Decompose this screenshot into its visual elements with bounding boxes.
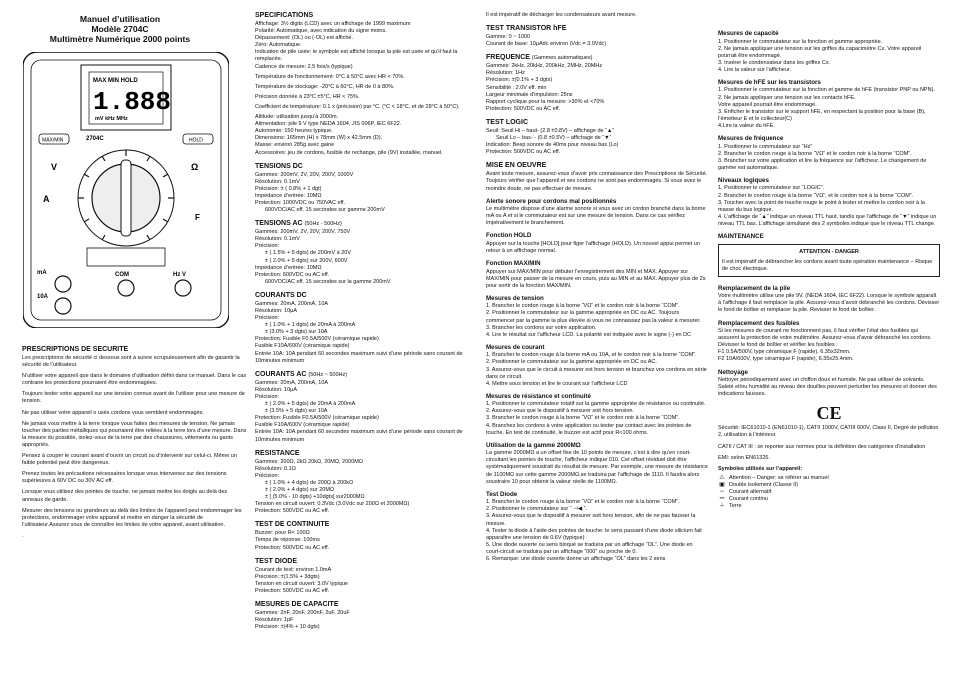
lcd-label: MAX MIN HOLD [93,78,138,84]
safety-paragraph: N’utiliser votre appareil que dans le domaine d’utilisation défini dans ce manuel. Dans le cas contraire les protections pourraient être endommagées. [22,373,247,387]
safety-standard: Sécurité: IEC61010-1 (EN61010-1), CATII 1000V, CATIII 600V, Class II, Degré de pollution 2, utilisation à l’intérieur. [718,425,939,439]
resistance-heading: RESISTANCE [255,449,300,457]
safety-column [22,340,247,544]
symbol-row: ▣ Double isolement (Classe II) [719,481,799,488]
terminal-v [175,280,191,296]
svg-text:MAX/MIN: MAX/MIN [42,137,64,144]
battery-heading: Remplacement de la pile [718,284,791,292]
ground-icon: ⏚ [718,503,725,510]
dc-current-heading: COURANTS DC [255,291,307,299]
alarm-heading: Alerte sonore pour cordons mal positionnés [486,197,617,205]
safety-paragraph: Ne jamais vous mettre à la terre lorsque vous faites des mesures de tension. Ne jamais toucher des parties métalliques qui pourraient être reliées à la terre lors d’une mesure. Dans la mesure du possible, isolez-vous de la terre par des chaussures, vêtements ou gants appropriés. [22,420,247,448]
specifications-column: SPECIFICATIONS Affichage: 3½ digits (LCD) avec un affichage de 1999 maximum Polarité: Automatique, avec indication du signe moins. Dépassement: (OL) ou (-OL) est affiché. Zéro: Automatique. Indication de pile usée: le symbole est affiché lorsque la pile est usée et qu’il faut la remplacée. Cadence de mesure: 2.5 fois/s (typique) Température de fonctionnement: 0°C à 50°C avec HR < 70%. Température de stockage: -20°C à 60°C, HR de 0 à 80%. Précision donnée à 23°C ±5°C, HR < 75%. Coefficient de température: 0.1 x (précision) par °C. (°C < 18°C, et de 28°C à 50°C). Altitude: utilisation jusqu’à 2000m. Alimentation: pile 9 V type NEDA 1604, JIS 006P, IEC 6F22. Autonomie: 150 heures typique. Dimensions: 165mm (H) x 78mm (W) x 42.5mm (D). Masse: environ 285g avec gaine Accessoires: jeu de cordons, fusible de rechange, pile (9V) installée, manuel. TENSIONS DC Gammes: 200mV, 2V, 20V, 200V, 1000V Résolution: 0.1mV Précision: ± ( 0.8% + 1 dgt) Impédance d’entrée: 10MΩ Protection: 1000VDC ou 750VAC eff. 600VDC/AC eff. 15 secondes sur gamme 200mV TENSIONS AC (50Hz - 500Hz) Gammes: 200mV, 2V, 20V, 200V, 750V Résolution: 0.1mV Précision: ± ( 1.5% + 5 dgts) de 200mV à 20V ± ( 2.0% + 5 dgts) sur 200V, 600V Impédance d’entrée: 10MΩ Protection: 600VDC ou AC eff. 600VDC/AC eff. 15 secondes sur la gamme 200mV COURANTS DC Gammes: 20mA, 200mA, 10A Résolution: 10µA Précision: ± ( 1.0% + 1 dgts) de 20mA à 200mA ± (3.0% + 3 dgts) sur 10A Protection: Fusible F0.5A/500V (céramique rapide) Fusible F10A/600V (céramique rapide) Entrée 10A: 10A pendant 60 secondes maximum suivi d’une période sans courant de 10minutes minimum COURANTS AC (50Hz ~ 500Hz) Gammes: 20mA, 200mA, 10A Résolution: 10µA Précision: ± ( 2.0% + 5 dgts) de 20mA à 200mA ± (3.5% + 5 dgts) sur 10A Protection: Fusible F0.5A/500V (céramique rapide) Fusible F10A/600V (céramique rapide) Entrée 10A: 10A pendant 60 secondes maximum suivi d’une période sans courant de 10minutes minimum RESISTANCE Gammes: 200Ω, 2kΩ 20kΩ, 20MΩ, 2000MΩ Résolution: 0.1Ω Précision: ± ( 1.0% + 4 dgts) de 200Ω à 200kΩ ± ( 2.0% + 4 dgts) sur 20MΩ ± [ (5.0% - 10 dgts) +10dgts] sur2000MΩ Tension en circuit ouvert: 0.3Vdc (3.0Vdc sur 200Ω et 2000MΩ) Protection: 500VDC ou AC eff. TEST DE CONTINUITE Buzzer: pour R< 100Ω Temps de réponse: 100ms Protection: 500VDC ou AC eff. TEST DIODE Courant de test: environ 1.0mA Précision: ±(1.5% + 3dgts) Tension en circuit ouvert: 3.0V typique Protection: 500VDC ou AC eff. MESURES DE CAPACITE Gammes: 2nF, 20nF, 200nF, 2uF, 20uF Résolution: 1pF Précision: ±(4% + 10 dgts) [255,12,480,631]
svg-text:COM: COM [115,272,129,278]
ac-voltage-heading: TENSIONS AC (50Hz - 500Hz) [255,220,342,228]
dc-voltage-heading: TENSIONS DC [255,162,303,170]
dial-ohm-label: Ω [191,162,199,172]
ac-icon: ∼ [719,489,725,496]
cleaning-heading: Nettoyage [718,368,748,376]
symbols-heading: Symboles utilisés sur l’appareil: [718,465,803,472]
frequency-measure-heading: Mesures de fréquence [718,135,784,143]
capacitance-spec-heading: MESURES DE CAPACITE [255,601,339,608]
emi-note: EMI: selon EN61326. [718,454,770,461]
lcd-digits: 1.888 [93,87,172,117]
model-label: 2704C [86,136,104,142]
symbol-row: ⎓ Courant continu [719,496,768,503]
hold-heading: Fonction HOLD [486,232,532,240]
terminal-ma [55,276,71,292]
svg-text:10A: 10A [37,294,49,300]
multimeter-illustration [23,52,229,328]
safety-paragraph: Les prescriptions de sécurité ci dessous sont à suivre scrupuleusement afin de garantir la sécurité de l’utilisateur. [22,355,240,369]
document-title: Manuel d’utilisation Modèle 2704C Multimètre Numérique 2000 points [49,14,191,44]
discharge-note: Il est impératif de décharger les condensateurs avant mesure. [486,12,637,18]
specs-heading: SPECIFICATIONS [255,12,314,19]
logic-levels-heading: Niveaux logiques [718,176,769,184]
svg-text:Hz V: Hz V [173,272,187,278]
double-insulation-icon: ▣ [719,481,725,488]
ac-current-heading: COURANTS AC (50Hz ~ 500Hz) [255,370,348,378]
maintenance-heading: MAINTENANCE [718,232,764,240]
safety-paragraph: Pensez à couper le courant avant d’ouvrir un circuit ou d’intervenir sur celui-ci. Même un faible potentiel peut être dangereux. [22,453,237,467]
hfe-spec-heading: TEST TRANSISTOR hFE [486,25,567,33]
symbol-row: ⏚ Terre [718,503,742,510]
svg-text:mA: mA [37,270,47,276]
maintenance-column: Mesures de capacité 1. Positionner le commutateur sur la fonction et gamme appropriée. 2. Ne jamais appliquer une tension sur les griffes du capacimètre Cx. Votre appareil pourrait être endommagé. 3. Insérer le condensateur dans les griffes Cx. 4. Lire la valeur sur l’afficheur. Mesures de hFE sur les transistors 1. Positionner le commutateur sur la fonction et gamme de hFE (transistor PNP ou NPN). 2. Ne jamais appliquer une tension sur les contacts hFE. Votre appareil pourrait être endommagé. 3. Enficher le transistor sur le support hFE, en respectant la position pour la base (B), l’émetteur E et le collecteur(C) 4.Lire la valeur du hFE. Mesures de fréquence 1. Positionner le commutateur sur “Hz” 2. Brancher le cordon rouge à la borne “VΩ” et le cordon noir à la borne “COM”. 3. Brancher sur votre application et lire la fréquence sur l’afficheur. Le changement de gamme est automatique. Niveaux logiques 1. Positionner le commutateur sur “LOGIC”. 2. Brancher le cordon rouge à la borne “VΩ”, et le cordon noir à la borne “COM”. 3. Toucher avec la point de touche rouge le point à tester et mettre le cordon noir à la masse du bus logique. 4. L’affichage de “▲” indique un niveau TTL haut, tandis que l’affichage de “▼” indique un niveau TTL bas. L’affichage simultané des 2 symboles indique que le niveau TTL change. MAINTENANCE ATTENTION - DANGER Il est impératif de débrancher les cordons avant toute opération maintenance – Risque de choc électrique. Remplacement de la pile Votre multimètre utilise une pile 9V. (NEDA 1604, IEC 6F22). Lorsque le symbole apparaît à l’affichage il faut remplacer la pile. Assurez-vous d’avoir débranché les cordons. Dévisser le fond de boîtier et remplacer la pile. Revisser le fond de boîtier. Remplacement des fusibles Si les mesures de courant ne fonctionnent pas, il faut vérifier l’état des fusibles qui assurent la protection de votre multimètre. Assurez-vous d’avoir débranché les cordons. Dévisser le fond de boîtier et vérifier les fusibles : F1 0.5A/500V, type céramique F (rapide), 6.35x32mm. F2 10A/600V, type céramique F (rapide), 6.35x25.4mm. Nettoyage Nettoyer périodiquement avec un chiffon doux et humide. Ne pas utiliser de solvants. Saleté et/ou humidité au niveau des douilles peuvent perturber les mesures et donner des indications fausses. CE Sécurité: IEC61010-1 (EN61010-1), CATII 1000V, CATIII 600V, Class II, Degré de pollution 2, utilisation à l’intérieur. CATII / CAT III : se reporter aux normes pour la définition des catégories d’installation EMI: selon EN61326. Symboles utilisés sur l’appareil: ⚠ Attention – Danger: se référer au manuel ▣ Double isolement (Classe II) ∼ Courant alternatif ⎓ Courant continu ⏚ Terre [718,30,940,510]
voltage-measure-heading: Mesures de tension [486,294,544,302]
category-note: CATII / CAT III : se reporter aux normes pour la définition des catégories d’installation [718,443,926,450]
symbol-row: ∼ Courant alternatif [719,489,772,496]
terminal-com [118,280,134,296]
dial-v-label: V [51,162,58,172]
diode-test-heading: Test Diode [486,490,518,498]
safety-paragraph: Toujours tester votre appareil sur une tension connue avant de l’utiliser pour une mesure de tension. [22,391,245,405]
capacitance-measure-heading: Mesures de capacité [718,30,779,37]
safety-heading: PRESCRIPTIONS DE SECURITE [22,346,129,353]
terminal-10a [55,298,71,314]
safety-paragraph: Ne pas utiliser votre appareil o usés cordons vous semblent endommagés. [22,409,204,416]
current-measure-heading: Mesures de courant [486,343,545,351]
safety-paragraph: . [22,532,24,539]
hfe-socket [87,248,165,266]
safety-paragraph: Lorsque vous utilisez des pointes de touche, ne jamais mettre les doigts au delà des anneaux de garde. [22,489,228,503]
warning-icon: ⚠ [719,474,725,481]
diode-heading: TEST DIODE [255,557,298,565]
setup-heading: MISE EN OEUVRE [486,162,547,170]
resistance-measure-heading: Mesures de résistance et continuité [486,392,591,400]
dial-pointer [121,160,131,236]
safety-paragraph: Mesurer des tensions ou grandeurs au delà des limites de l’appareil peut endommager les protections, endommager votre appareil et mettre en danger la sécurité de l’utilisateur.Assurez vous de connaître les limites de votre appareil, avant utilisation. [22,507,242,528]
svg-text:HOLD: HOLD [189,137,203,144]
dial-a-label: A [43,194,50,204]
dial-f-label: F [195,213,200,222]
logic-spec-heading: TEST LOGIC [486,118,528,126]
maxmin-heading: Fonction MAX/MIN [486,260,541,268]
fuses-heading: Remplacement des fusibles [718,319,800,327]
danger-box: ATTENTION - DANGER Il est impératif de débrancher les cordons avant toute opération maintenance – Risque de choc électrique. [718,244,940,276]
lcd-units: mV kHz MHz [95,116,128,122]
frequency-spec-heading: FREQUENCE (Gammes automatiques) [486,54,593,62]
range-2000m-heading: Utilisation de la gamme 2000MΩ [486,441,581,449]
ce-mark: CE [816,403,842,424]
dc-icon: ⎓ [719,496,725,503]
safety-paragraph: Prenez toutes les précautions nécessaires lorsque vous intervenez sur des tensions supérieures à 60V DC ou 30V AC eff. [22,471,227,485]
operation-column: Il est impératif de décharger les condensateurs avant mesure. TEST TRANSISTOR hFE Gamme: 0 ~ 1000 Courant de base: 10µAdc environ (Vdc = 3.0Vdc) FREQUENCE (Gammes automatiques) Gammes: 2kHz, 20kHz, 200kHz, 2MHz, 20MHz Résolution: 1Hz Précision: ±(0.1% + 3 dgts) Sensibilité : 2.0V eff. min Largeur minimale d’impulsion: 25ns Rapport cyclique pour la mesure: >30% et <70% Protection: 500VDC ou AC eff. TEST LOGIC Seuil: Seuil Hi – haut- (2.8 ±0.8V) – affichage de “▲” Seuil Lo – bas- - (0.8 ±0.5V) – affichage de “▼” Indication: Beep sonore de 40ms pour niveau bas (Lo) Protection: 500VDC ou AC eff. MISE EN OEUVRE Avant toute mesure, assurez-vous d’avoir pris connaissance des Prescriptions de Sécurité. Toujours vérifier que l’appareil et ses cordons ne sont pas endommagés. Si vous avez le moindre doute, ne pas effectuer de mesure. Alerte sonore pour cordons mal positionnés Le multimètre dispose d’une alarme sonore si vous avez un cordon branché dans la borne mA ou A et si le commutateur est sur une mesure de tension. Dans ce cas vérifiez impérativement le branchement. Fonction HOLD Appuyer sur la touche [HOLD] pour figer l’affichage (HOLD). Un nouvel appui permet un retour à un affichage normal. Fonction MAX/MIN Appuyer sur MAX/MIN pour débuter l’enregistrement des MIN et MAX. Appuyer sur MAX/MIN pour passer de la mesure en cours, puis au MIN et au MAX. Appuyer plus de 2s pour sortir de la fonction MAX/MIN. Mesures de tension 1. Brancher le cordon rouge à la borne “VΩ” et le cordon noir à la borne “COM”. 2. Positionner le commutateur sur la gamme appropriée en DC ou AC. Toujours commencer par la gamme la plus élevée si vous ne connaissez pas la valeur à mesurer. 3. Brancher les cordons sur votre application. 4. Lire le résultat sur l’afficheur LCD. La polarité est indiquée avec le signe (-) en DC Mesures de courant 1. Brancher le cordon rouge à la borne mA ou 10A, et le cordon noir à la borne “COM”. 2. Positionner le commutateur sur la gamme appropriée en DC ou AC. 3. Assurez-vous que le circuit à mesurer est hors tension et branchez vos cordons en série dans ce circuit. 4. Mettre sous tension et lire le courant sur l’afficheur LCD Mesures de résistance et continuité 1. Positionner le commutateur rotatif sur la gamme appropriée de résistance ou continuité. 2. Assurez-vous que le dispositif à mesurer soit hors tension. 3. Brancher le cordon rouge à la borne “VΩ” et le cordon noir à la borne “COM”. 4. Branchez les cordons à votre application ou tester par contact avec les pointes de touche. En test de continuité, le buzzer est actif pour R<100 ohms. Utilisation de la gamme 2000MΩ La gamme 2000MΩ a un offset fixe de 10 points de mesure, c’est à dire qu’en court-circuitant les pointes de touche, l’afficheur indique 010. Cet offset résiduel doit être systématiquement soustrait du résultat de mesure. Par exemple, une mesure de résistance de 1100MΩ sur cette gamme 2000MΩ,se traduira par l’affichage de 1110. Il faudra alors soustraire 10 pour obtenir la valeur réelle de 1100MΩ. Test Diode 1. Brancher le cordon rouge à la borne “VΩ” et le cordon noir à la borne “COM”. 2. Positionner le commutateur sur “ ⊣◀ ”. 3. Assurez-vous que le dispositif à mesurer soit hors tension, afin de ne pas fausser la mesure. 4. Tester la diode à l’aide des pointes de touche: le sens passant d’une diode silicium fait apparaître une tension de 0.6V (typique) 5. Une diode ouverte ou sens bloqué se traduira par un affichage “OL”. Une diode en court-circuit se traduira par un affichage “000” ou proche de 0. 6. Remarque: une diode ouverte donne un affichage “OL” dans les 2 sens [486,12,708,562]
symbol-row: ⚠ Attention – Danger: se référer au manuel [719,474,829,481]
continuity-heading: TEST DE CONTINUITE [255,521,330,529]
hfe-measure-heading: Mesures de hFE sur les transistors [718,78,821,86]
